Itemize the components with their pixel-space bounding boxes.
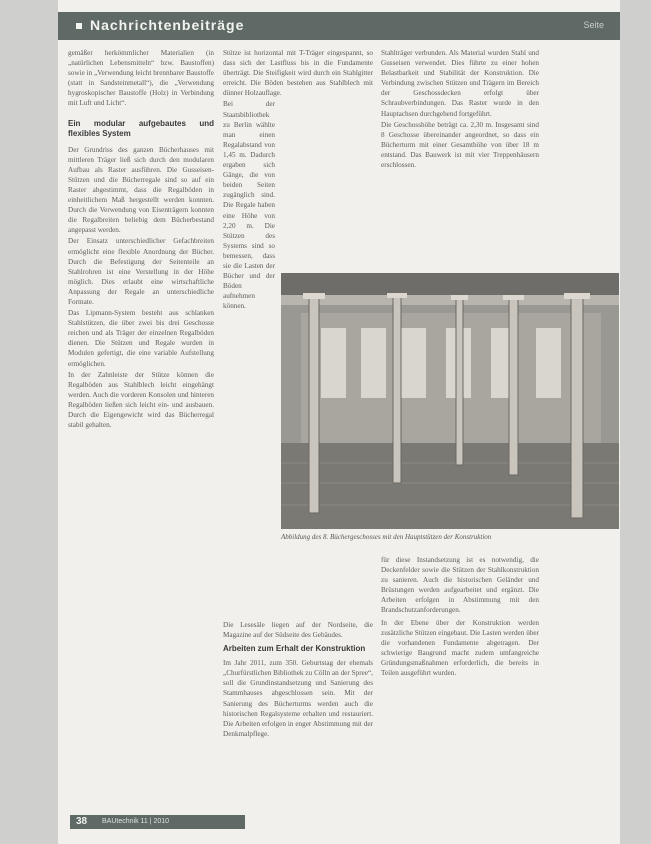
magazine-page xyxy=(58,0,620,844)
page-footer xyxy=(70,815,245,829)
paragraph: In der Zahnleiste der Stütze können die Regalböden aus Stahlblech leicht eingehängt werden. Auch die vorderen Konsolen und hinteren Regalböden ließen sich leicht ein- und ausbauen. Durch die Eigengewicht wird das Bücherregal stabil gehalten. xyxy=(68,370,214,430)
paragraph: Im Jahr 2011, zum 350. Geburtstag der ehemals „Churfürstlichen Bibliothek zu Cölln an der Spree“, soll die Grundinstandsetzung und Sanierung des Stammhauses abgeschlossen sein. Mit der Sanierung des Bücherturms werden auch die historischen Regalsysteme erhalten und restauriert. Die Arbeiten erfolgen in enger Abstimmung mit der Denkmalpflege. xyxy=(223,659,373,738)
paragraph: Die Geschosshöhe beträgt ca. 2,30 m. Insgesamt sind 8 Geschosse übereinander angeordnet, so dass ein Bücherturm mit einer Gesamthöhe von über 18 m entstand. Das Bauwerk ist mit vier Treppenhäusern erschlossen. xyxy=(381,120,539,170)
section-header xyxy=(58,12,620,40)
paragraph: Stahlträger verbunden. Als Material wurden Stahl und Gusseisen verwendet. Dies führte zu einer hohen Belastbarkeit und Stabilität der Konstruktion. Die Verbindung zwischen Stützen und Trägern im Bereich der Geschossdecken erfolgt über Schraubverbindungen. Das Raster wurde in den Hauptachsen durchgehend fortgeführt. xyxy=(381,49,539,118)
bullet-icon xyxy=(76,23,82,29)
paragraph: Das Lipmann-System besteht aus schlanken Stahlstützen, die über zwei bis drei Geschosse reichen und als Träger der einzelnen Regalböden dienen. Die Stützen und Regale wurden in Modulen gefertigt, die eine variable Aufstellung ermöglichen. xyxy=(68,309,214,368)
column-1 xyxy=(68,48,214,431)
column-3-bottom xyxy=(381,555,539,678)
header-right-label: Seite xyxy=(583,20,604,30)
section-title-text: Nachrichtenbeiträge xyxy=(90,17,245,33)
paragraph: Der Grundriss des ganzen Bücherhauses mit mittleren Träger ließ sich durch den modularen Aufbau als Raster ausführen. Die Gusseisen-Stützen und die Bücherregale sind so auf ein Raster abgestimmt, dass die Regalböden in einheitlichem Maß hergestellt werden konnten. Durch die Verwendung von Eisenträgern konnten die Regalbreiten beliebig dem Bücherbestand angepasst werden. xyxy=(68,145,214,235)
subheading: Arbeiten zum Erhalt der Konstruktion xyxy=(223,644,366,654)
paragraph: In der Ebene über der Konstruktion werden zusätzliche Stützen eingebaut. Die Lasten werden über die vorhandenen Fundamente abgetragen. Der schwierige Baugrund macht zudem umfangreiche Gründungsmaßnahmen erforderlich, die bereits in Teilen ausgeführt wurden. xyxy=(381,618,539,678)
photo-caption: Abbildung des 8. Büchergeschosses mit den Hauptstützen der Konstruktion xyxy=(281,533,492,541)
library-interior-photo xyxy=(281,273,619,529)
section-title xyxy=(76,17,244,33)
photo-image xyxy=(281,273,619,529)
paragraph: Stütze ist horizontal mit T-Träger eingespannt, so dass sich der Lastfluss bis in die Fundamente überträgt. Die Steifigkeit wird durch ein Stahlgitter erreicht. Die Böden bestehen aus Stahlblech mit dünner Holzauflage. xyxy=(223,49,373,98)
publication-name: BAUtechnik 11 | 2010 xyxy=(102,818,170,825)
paragraph: Bei der Staatsbibliothek zu Berlin wählte man einen Regalabstand von 1,45 m. Dadurch ergaben sich Gänge, die von beiden Seiten zugänglich sind. Die Regale haben eine Höhe von 2,20 m. Die Stützen des Systems sind so bemessen, dass sie die Lasten der Bücher und der Böden aufnehmen können. xyxy=(223,100,275,311)
paragraph: gemäßer herkömmlicher Materialien (in „natürlichen Lebensmitteln“ bzw. Baustoffen) sowie in „Verwendung leicht brennbarer Baustoffe (statt in Sandsteinmetall“), die „Verwendung hygroskopischer Baustoffe (Holz) in Verbindung mit Luft und Licht“. xyxy=(68,49,214,108)
paragraph: Die Lesesäle liegen auf der Nordseite, die Magazine auf der Südseite des Gebäudes. xyxy=(223,621,373,640)
paragraph: für diese Instandsetzung ist es notwendig, die Deckenfelder sowie die Stützen der Stahlkonstruktion zu sanieren. Auch die historischen Geländer und Brüstungen werden aufgearbeitet und ergänzt. Die Arbeiten erfolgen in Abstimmung mit den Brandschutzanforderungen. xyxy=(381,556,539,615)
subheading: Ein modular aufgebautes und flexibles System xyxy=(68,118,214,138)
paragraph: Der Einsatz unterschiedlicher Gefachbreiten ermöglicht eine flexible Anordnung der Bücher. Durch die Befestigung der Seitenteile an Stahlrohren ist eine Verstellung in der Höhe möglich. Dies erlaubt eine wirtschaftliche Anpassung der Regale an unterschiedliche Formate. xyxy=(68,237,214,306)
page-number: 38 xyxy=(76,816,88,827)
column-3-top xyxy=(381,48,539,171)
column-2-bottom xyxy=(223,620,373,739)
